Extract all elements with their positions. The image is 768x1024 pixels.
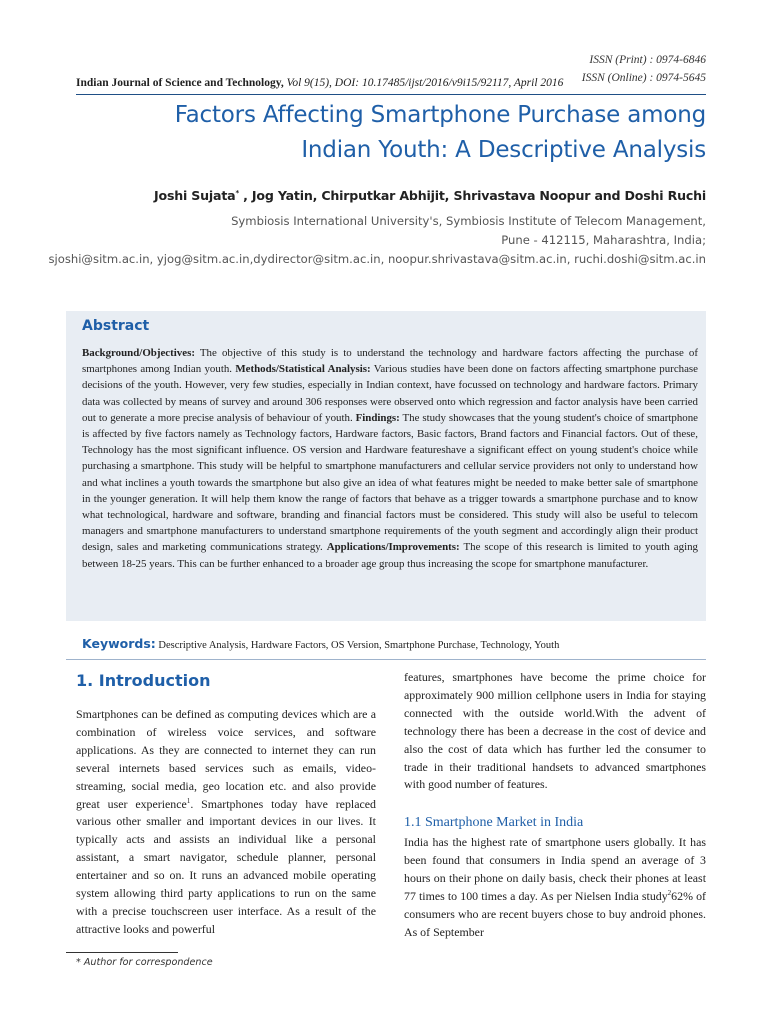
- corresponding-mark: *: [235, 188, 239, 197]
- intro-text-b: . Smartphones today have replaced various other smaller and important devices in our lives. It typically acts and assists an individual like a personal assistant, a smart navigator, schedule planner, personal entertainer and so on. It runs an advanced mobile operating system allowing third party applications to run on the same with a precise touchscreen user interface. As a result of the attractive looks and powerful: [76, 796, 376, 936]
- authors: [66, 188, 706, 203]
- subsection-heading-market: 1.1 Smartphone Market in India: [404, 815, 584, 830]
- abstract-heading: Abstract: [82, 318, 150, 334]
- journal-citation: [76, 77, 563, 89]
- header-rule: [76, 94, 706, 95]
- market-text-a: India has the highest rate of smartphone users globally. It has been found that consumers in India spend an average of 3 hours on their phone on daily basis, check their phones at least 77 times to 100 times a day. As per Nielsen India study: [404, 835, 706, 903]
- label-background: Background/Objectives:: [82, 347, 195, 359]
- keywords-rule: [66, 659, 706, 660]
- intro-paragraph-right: features, smartphones have become the prime choice for approximately 900 million cellphone users in India for staying connected with the outside world.With the advent of technology there has been a decrease in the cost of device and also the cost of data which has further led the consumer to trade in their traditional handsets to advanced smartphones with good number of features.: [404, 670, 706, 792]
- text-background: The objective of this study is to understand the technology and hardware factors affecting the purchase of smartphones among Indian youth.: [82, 347, 698, 376]
- citation-1: 1: [186, 796, 191, 805]
- label-methods: Methods/Statistical Analysis:: [235, 363, 371, 376]
- paper-title-line-1: Factors Affecting Smartphone Purchase among: [174, 102, 706, 128]
- affiliation-line-1: Symbiosis International University's, Symbiosis Institute of Telecom Management,: [231, 214, 706, 228]
- text-applications: The scope of this research is limited to youth aging between 18-25 years. This can be further enhanced to a broader age group thus increasing the scope for smartphone manufacturer.: [82, 541, 698, 570]
- journal-details: Vol 9(15), DOI: 10.17485/ijst/2016/v9i15/92117, April 2016: [283, 77, 564, 89]
- paper-title-line-2: Indian Youth: A Descriptive Analysis: [301, 137, 706, 163]
- author-first: Joshi Sujata: [154, 188, 236, 203]
- section-heading-introduction: 1. Introduction: [76, 671, 211, 690]
- intro-paragraph-left: [76, 706, 376, 939]
- keywords: [82, 636, 712, 651]
- abstract-body: [82, 345, 698, 572]
- label-applications: Applications/Improvements:: [326, 541, 460, 554]
- footnote-rule: [66, 952, 178, 953]
- text-methods: Various studies have been done on factors affecting smartphone purchase decisions of the youth. However, very few studies, especially in Indian context, have focussed on technology and hardware factors. Primary data was collected by means of survey and around 306 responses were observed onto which regression and factor analysis have been carried out to generate a more precise analysis of behaviour of youth.: [82, 363, 698, 424]
- keywords-text: Descriptive Analysis, Hardware Factors, OS Version, Smartphone Purchase, Technology, Youth: [155, 640, 560, 651]
- market-text-b: 62% of consumers who are recent buyers chose to buy android phones. As of September: [404, 888, 706, 939]
- affiliation-line-2: Pune - 412115, Maharashtra, India;: [501, 233, 706, 247]
- issn-online: ISSN (Online) : 0974-5645: [581, 72, 706, 84]
- text-findings: The study showcases that the young student's choice of smartphone is affected by five factors namely as Technology factors, Hardware factors, Basic factors, Brand factors and Financial factors. Out of these, Technology has the most significant influence. OS version and Hardware featureshave a significant effect on young student's choice while purchasing a smartphone. This study will be helpful to smartphone manufacturers and cellular service providers not only to understand how and what inclines a youth towards the smartphone but also give an idea of what features might be needed to make better sale of smartphone in the younger generation. It will help them know the range of factors that behave as a trigger towards a smartphone purchase and to know what technological, hardware and software, branding and financial factors must be considered. This study will also be useful to telecom managers and smartphone manufacturers to understand smartphone requirements of the youth segment and accordingly align their product design, sales and marketing communications strategy.: [82, 411, 698, 554]
- citation-2: 2: [667, 888, 672, 897]
- label-findings: Findings:: [355, 411, 400, 424]
- intro-text-a: Smartphones can be defined as computing devices which are a combination of wireless voice services, and software applications. As they are connected to internet they can run several internets based services such as emails, video-streaming, social media, geo location etc. and also provide great user experience: [76, 707, 376, 811]
- author-emails: sjoshi@sitm.ac.in, yjog@sitm.ac.in,dydirector@sitm.ac.in, noopur.shrivastava@sitm.ac.in, ruchi.doshi@sitm.ac.in: [48, 252, 706, 266]
- issn-print: ISSN (Print) : 0974-6846: [589, 54, 706, 66]
- author-others: , Jog Yatin, Chirputkar Abhijit, Shrivastava Noopur and Doshi Ruchi: [238, 188, 706, 203]
- footnote-correspondence: * Author for correspondence: [76, 957, 213, 968]
- keywords-label: Keywords:: [82, 636, 156, 651]
- market-paragraph: [404, 834, 706, 941]
- journal-name: Indian Journal of Science and Technology,: [76, 77, 284, 89]
